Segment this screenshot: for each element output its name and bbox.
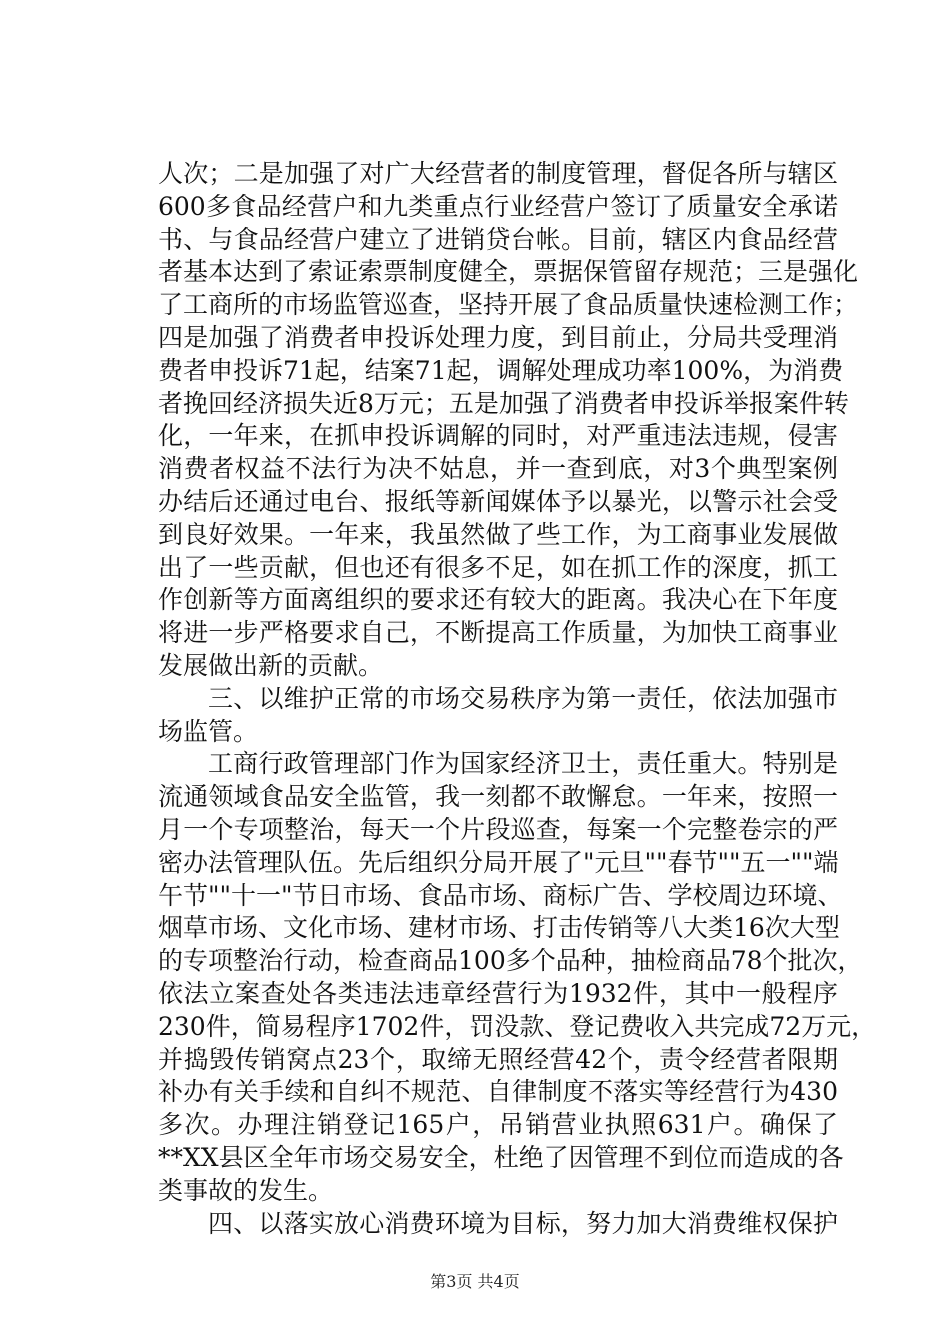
text-line: 密办法管理队伍。先后组织分局开展了"元旦""春节""五一""端 (158, 847, 839, 877)
text-line: 烟草市场、文化市场、建材市场、打击传销等八大类16次大型 (158, 913, 840, 943)
text-line: 消费者权益不法行为决不姑息，并一查到底，对3个典型案例 (158, 454, 838, 484)
text-line: 场监管。 (158, 716, 259, 746)
text-line: 230件，简易程序1702件，罚没款、登记费收入共完成72万元， (158, 1011, 877, 1041)
text-line: 午节""十一"节日市场、食品市场、商标广告、学校周边环境、 (158, 880, 843, 910)
text-line: 了工商所的市场监管巡查，坚持开展了食品质量快速检测工作； (158, 290, 859, 320)
text-line: 三、以维护正常的市场交易秩序为第一责任，依法加强市 (208, 683, 838, 713)
text-line: 者基本达到了索证索票制度健全，票据保管留存规范；三是强化 (158, 257, 859, 287)
page-number-label: 第3页 共4页 (430, 1272, 520, 1291)
text-line: 人次；二是加强了对广大经营者的制度管理，督促各所与辖区 (158, 159, 838, 188)
text-line: 将进一步严格要求自己，不断提高工作质量，为加快工商事业 (158, 618, 838, 648)
text-line: 办结后还通过电台、报纸等新闻媒体予以暴光，以警示社会受 (158, 486, 838, 516)
text-line: 流通领域食品安全监管，我一刻都不敢懈怠。一年来，按照一 (158, 782, 838, 812)
text-line: 作创新等方面离组织的要求还有较大的距离。我决心在下年度 (158, 585, 838, 615)
text-line: 书、与食品经营户建立了进销贷台帐。目前，辖区内食品经营 (158, 224, 838, 254)
page-footer (0, 1272, 950, 1292)
text-line: 的专项整治行动，检查商品100多个品种，抽检商品78个批次， (158, 946, 863, 976)
text-line: 四、以落实放心消费环境为目标，努力加大消费维权保护 (208, 1208, 838, 1238)
text-line: 类事故的发生。 (158, 1175, 334, 1205)
text-line: 出了一些贡献，但也还有很多不足，如在抓工作的深度，抓工 (158, 552, 838, 582)
text-line: 化，一年来，在抓申投诉调解的同时，对严重违法违规，侵害 (158, 421, 838, 451)
text-line: 600多食品经营户和九类重点行业经营户签订了质量安全承诺 (158, 191, 838, 221)
text-line: 四是加强了消费者申投诉处理力度，到目前止，分局共受理消 (158, 322, 838, 352)
text-line: 依法立案查处各类违法违章经营行为1932件，其中一般程序 (158, 978, 838, 1008)
text-line: **XX县区全年市场交易安全，杜绝了因管理不到位而造成的各 (158, 1142, 844, 1172)
text-line: 补办有关手续和自纠不规范、自律制度不落实等经营行为430 (158, 1077, 838, 1107)
text-line: 者挽回经济损失近8万元；五是加强了消费者申投诉举报案件转 (158, 388, 849, 418)
text-line: 多次。办理注销登记165户，吊销营业执照631户。确保了 (158, 1110, 838, 1140)
text-line: 费者申投诉71起，结案71起，调解处理成功率100%，为消费 (158, 355, 844, 385)
text-line: 月一个专项整治，每天一个片段巡查，每案一个完整卷宗的严 (158, 814, 838, 844)
text-line: 工商行政管理部门作为国家经济卫士，责任重大。特别是 (208, 749, 838, 779)
text-line: 并捣毁传销窝点23个，取缔无照经营42个，责令经营者限期 (158, 1044, 838, 1074)
text-line: 到良好效果。一年来，我虽然做了些工作，为工商事业发展做 (158, 519, 838, 549)
text-line: 发展做出新的贡献。 (158, 650, 384, 680)
document-body (158, 158, 877, 1240)
